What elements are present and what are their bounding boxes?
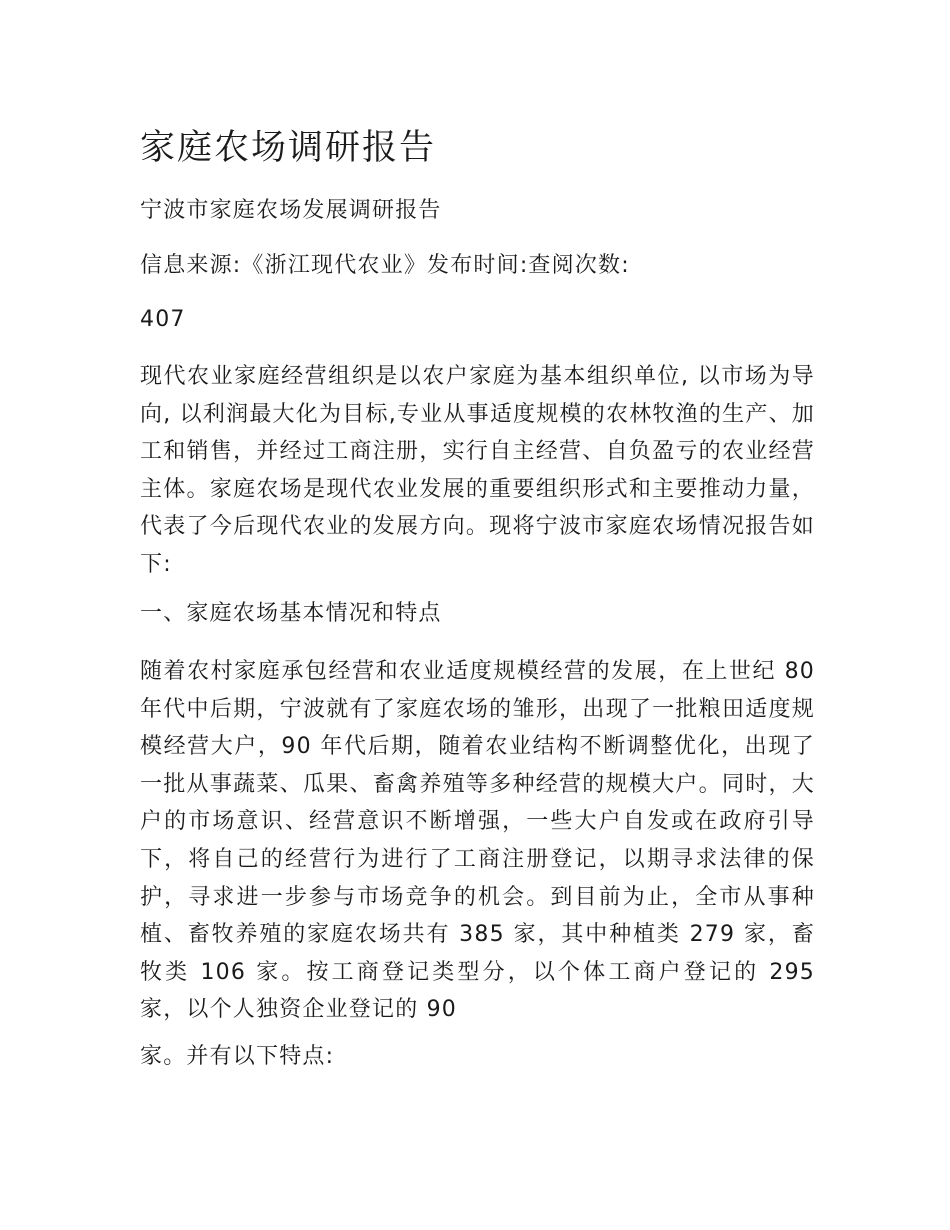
document-title: 家庭农场调研报告 <box>140 128 437 168</box>
closing-line: 家。并有以下特点: <box>140 1044 335 1069</box>
section-heading: 一、家庭农场基本情况和特点 <box>140 601 442 626</box>
view-count: 407 <box>140 307 186 332</box>
intro-paragraph: 现代农业家庭经营组织是以农户家庭为基本组织单位, 以市场为导向, 以利润最大化为目标,专业从事适度规模的农林牧渔的生产、加工和销售，并经过工商注册，实行自主经营、自负盈亏的农业经营主体。家庭农场是现代农业发展的重要组织形式和主要推动力量，代表了今后现代农业的发展方向。现将宁波市家庭农场情况报告如下: <box>140 364 815 577</box>
source-info-line: 信息来源:《浙江现代农业》发布时间:查阅次数: <box>140 253 630 278</box>
document-subtitle: 宁波市家庭农场发展调研报告 <box>140 198 442 223</box>
body-paragraph: 随着农村家庭承包经营和农业适度规模经营的发展，在上世纪 80 年代中后期，宁波就有了家庭农场的雏形，出现了一批粮田适度规模经营大户，90 年代后期，随着农业结构不断调整优化，出现了一批从事蔬菜、瓜果、畜禽养殖等多种经营的规模大户。同时，大户的市场意识、经营意识不断增强，一些大户自发或在政府引导下，将自己的经营行为进行了工商注册登记，以期寻求法律的保护，寻求进一步参与市场竞争的机会。到目前为止，全市从事种植、畜牧养殖的家庭农场共有 385 家，其中种植类 279 家，畜牧类 106 家。按工商登记类型分，以个体工商户登记的 295 家，以个人独资企业登记的 90 <box>140 659 815 1023</box>
